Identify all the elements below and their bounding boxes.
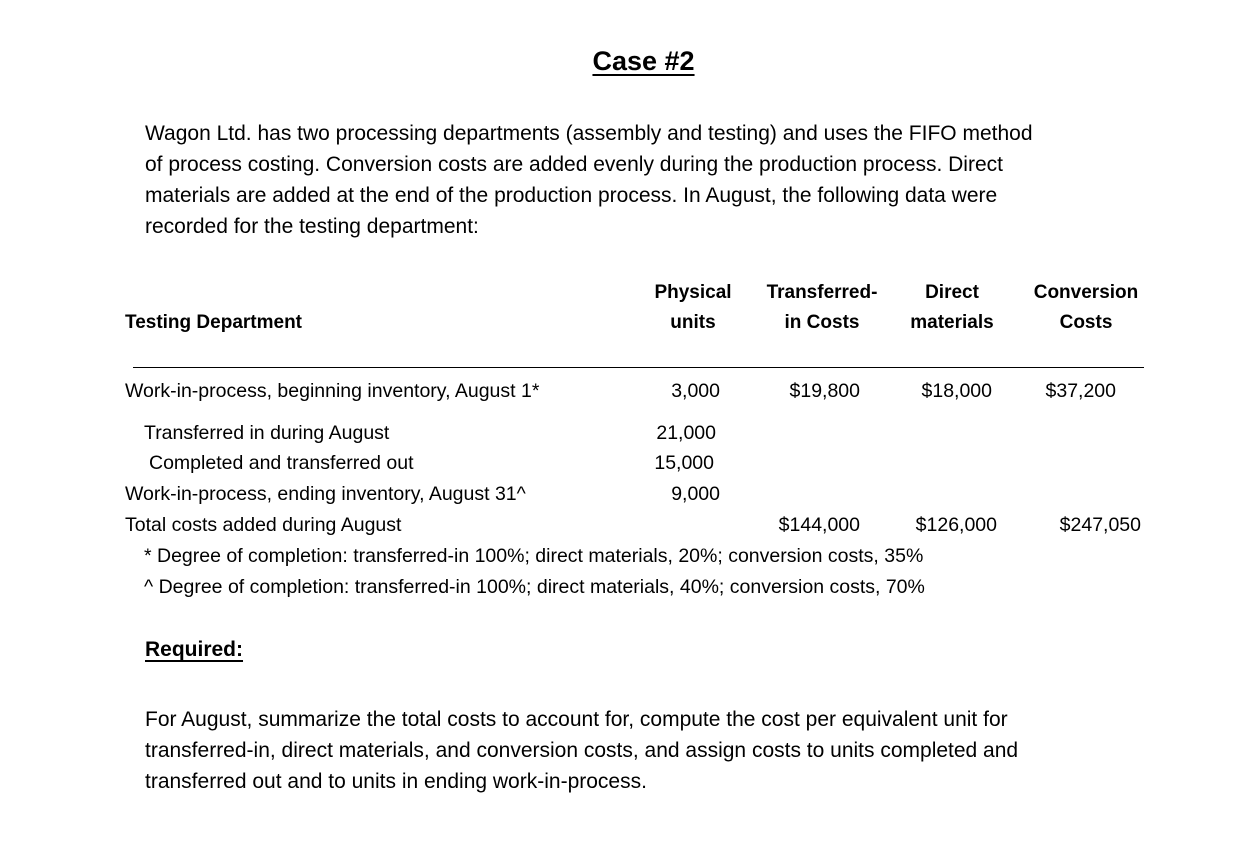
- intro-line: of process costing. Conversion costs are added evenly during the production process. Direct: [145, 153, 1003, 176]
- required-heading: Required:: [145, 638, 244, 661]
- col-header-line2: materials: [910, 312, 994, 333]
- total-added-conversion: $247,050: [1059, 514, 1141, 536]
- case-title: Case #2: [592, 46, 695, 76]
- row-header-testing-department: Testing Department: [125, 312, 303, 333]
- required-line: transferred out and to units in ending work-in-process.: [145, 770, 647, 793]
- col-header-line1: Conversion: [1033, 282, 1139, 303]
- col-header-transferred-in: [752, 278, 892, 338]
- ending-wip-units: 9,000: [671, 483, 720, 505]
- row-label-total-added: Total costs added during August: [125, 514, 402, 536]
- completed-out-units: 15,000: [654, 452, 714, 474]
- row-label-ending-wip: Work-in-process, ending inventory, August 31^: [125, 483, 526, 505]
- intro-line: recorded for the testing department:: [145, 215, 479, 238]
- transferred-in-units: 21,000: [656, 422, 716, 444]
- total-added-transferred-in: $144,000: [778, 514, 860, 536]
- col-header-physical-units: [633, 278, 753, 338]
- intro-line: Wagon Ltd. has two processing departments (assembly and testing) and uses the FIFO method: [145, 122, 1033, 145]
- beginning-wip-units: 3,000: [671, 380, 720, 402]
- col-header-line2: Costs: [1059, 312, 1113, 333]
- intro-line: materials are added at the end of the production process. In August, the following data were: [145, 184, 998, 207]
- beginning-wip-direct-materials: $18,000: [921, 380, 992, 402]
- col-header-line2: in Costs: [784, 312, 860, 333]
- note-ending-completion: ^ Degree of completion: transferred-in 100%; direct materials, 40%; conversion costs, 70%: [144, 576, 925, 598]
- table-divider: [133, 367, 1144, 368]
- required-line: transferred-in, direct materials, and conversion costs, and assign costs to units completed and: [145, 739, 1019, 762]
- col-header-line1: Direct: [925, 282, 979, 303]
- row-label-transferred-in: Transferred in during August: [144, 422, 390, 444]
- col-header-direct-materials: [892, 278, 1012, 338]
- row-label-completed-out: Completed and transferred out: [149, 452, 414, 474]
- col-header-conversion-costs: [1021, 278, 1151, 338]
- required-paragraph: [145, 704, 1018, 797]
- col-header-line1: Transferred-: [766, 282, 878, 303]
- note-beginning-completion: * Degree of completion: transferred-in 100%; direct materials, 20%; conversion costs, 35%: [144, 545, 924, 567]
- row-label-beginning-wip: Work-in-process, beginning inventory, August 1*: [125, 380, 540, 402]
- beginning-wip-transferred-in: $19,800: [789, 380, 860, 402]
- required-line: For August, summarize the total costs to account for, compute the cost per equivalent unit for: [145, 708, 1008, 731]
- col-header-line1: Physical: [654, 282, 732, 303]
- col-header-line2: units: [670, 312, 716, 333]
- beginning-wip-conversion: $37,200: [1045, 380, 1116, 402]
- intro-paragraph: [145, 118, 1033, 242]
- total-added-direct-materials: $126,000: [915, 514, 997, 536]
